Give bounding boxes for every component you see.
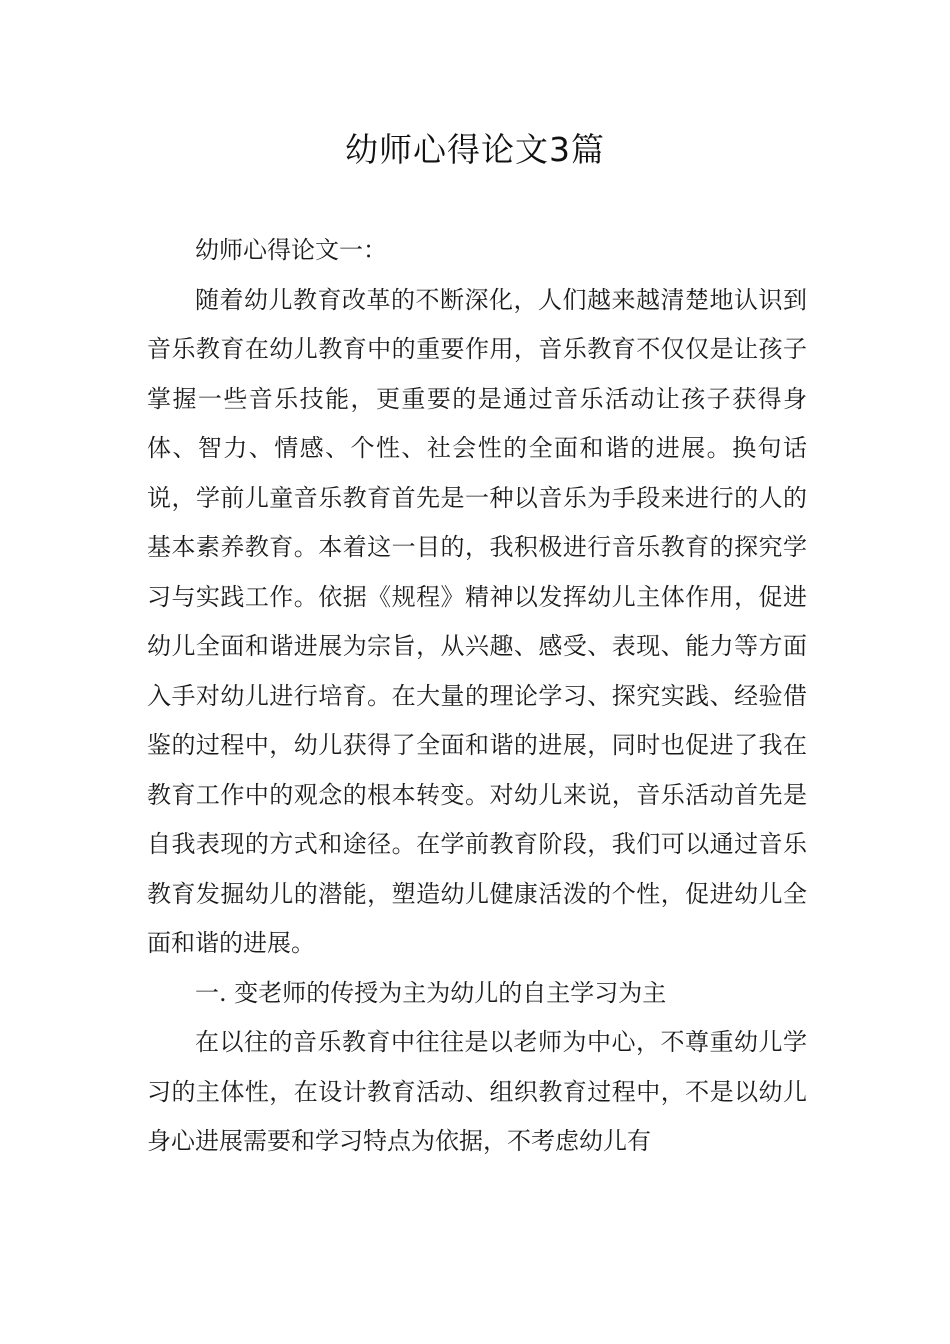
body-paragraph: 随着幼儿教育改革的不断深化，人们越来越清楚地认识到音乐教育在幼儿教育中的重要作用，音乐教育不仅仅是让孩子掌握一些音乐技能，更重要的是通过音乐活动让孩子获得身体、智力、情感、个性、社会性的全面和谐的进展。换句话说，学前儿童音乐教育首先是一种以音乐为手段来进行的人的基本素养教育。本着这一目的，我积极进行音乐教育的探究学习与实践工作。依据《规程》精神以发挥幼儿主体作用，促进幼儿全面和谐进展为宗旨，从兴趣、感受、表现、能力等方面入手对幼儿进行培育。在大量的理论学习、探究实践、经验借鉴的过程中，幼儿获得了全面和谐的进展，同时也促进了我在教育工作中的观念的根本转变。对幼儿来说，音乐活动首先是自我表现的方式和途径。在学前教育阶段，我们可以通过音乐教育发掘幼儿的潜能，塑造幼儿健康活泼的个性，促进幼儿全面和谐的进展。 bbox=[147, 285, 807, 957]
subsection-heading: 一. 变老师的传授为主为幼儿的自主学习为主 bbox=[195, 978, 667, 1007]
document-body bbox=[147, 226, 807, 1167]
document-title: 幼师心得论文3篇 bbox=[345, 130, 605, 169]
section-heading: 幼师心得论文一： bbox=[195, 236, 387, 264]
body-paragraph: 在以往的音乐教育中往往是以老师为中心，不尊重幼儿学习的主体性，在设计教育活动、组织教育过程中，不是以幼儿身心进展需要和学习特点为依据，不考虑幼儿有 bbox=[147, 1028, 807, 1155]
